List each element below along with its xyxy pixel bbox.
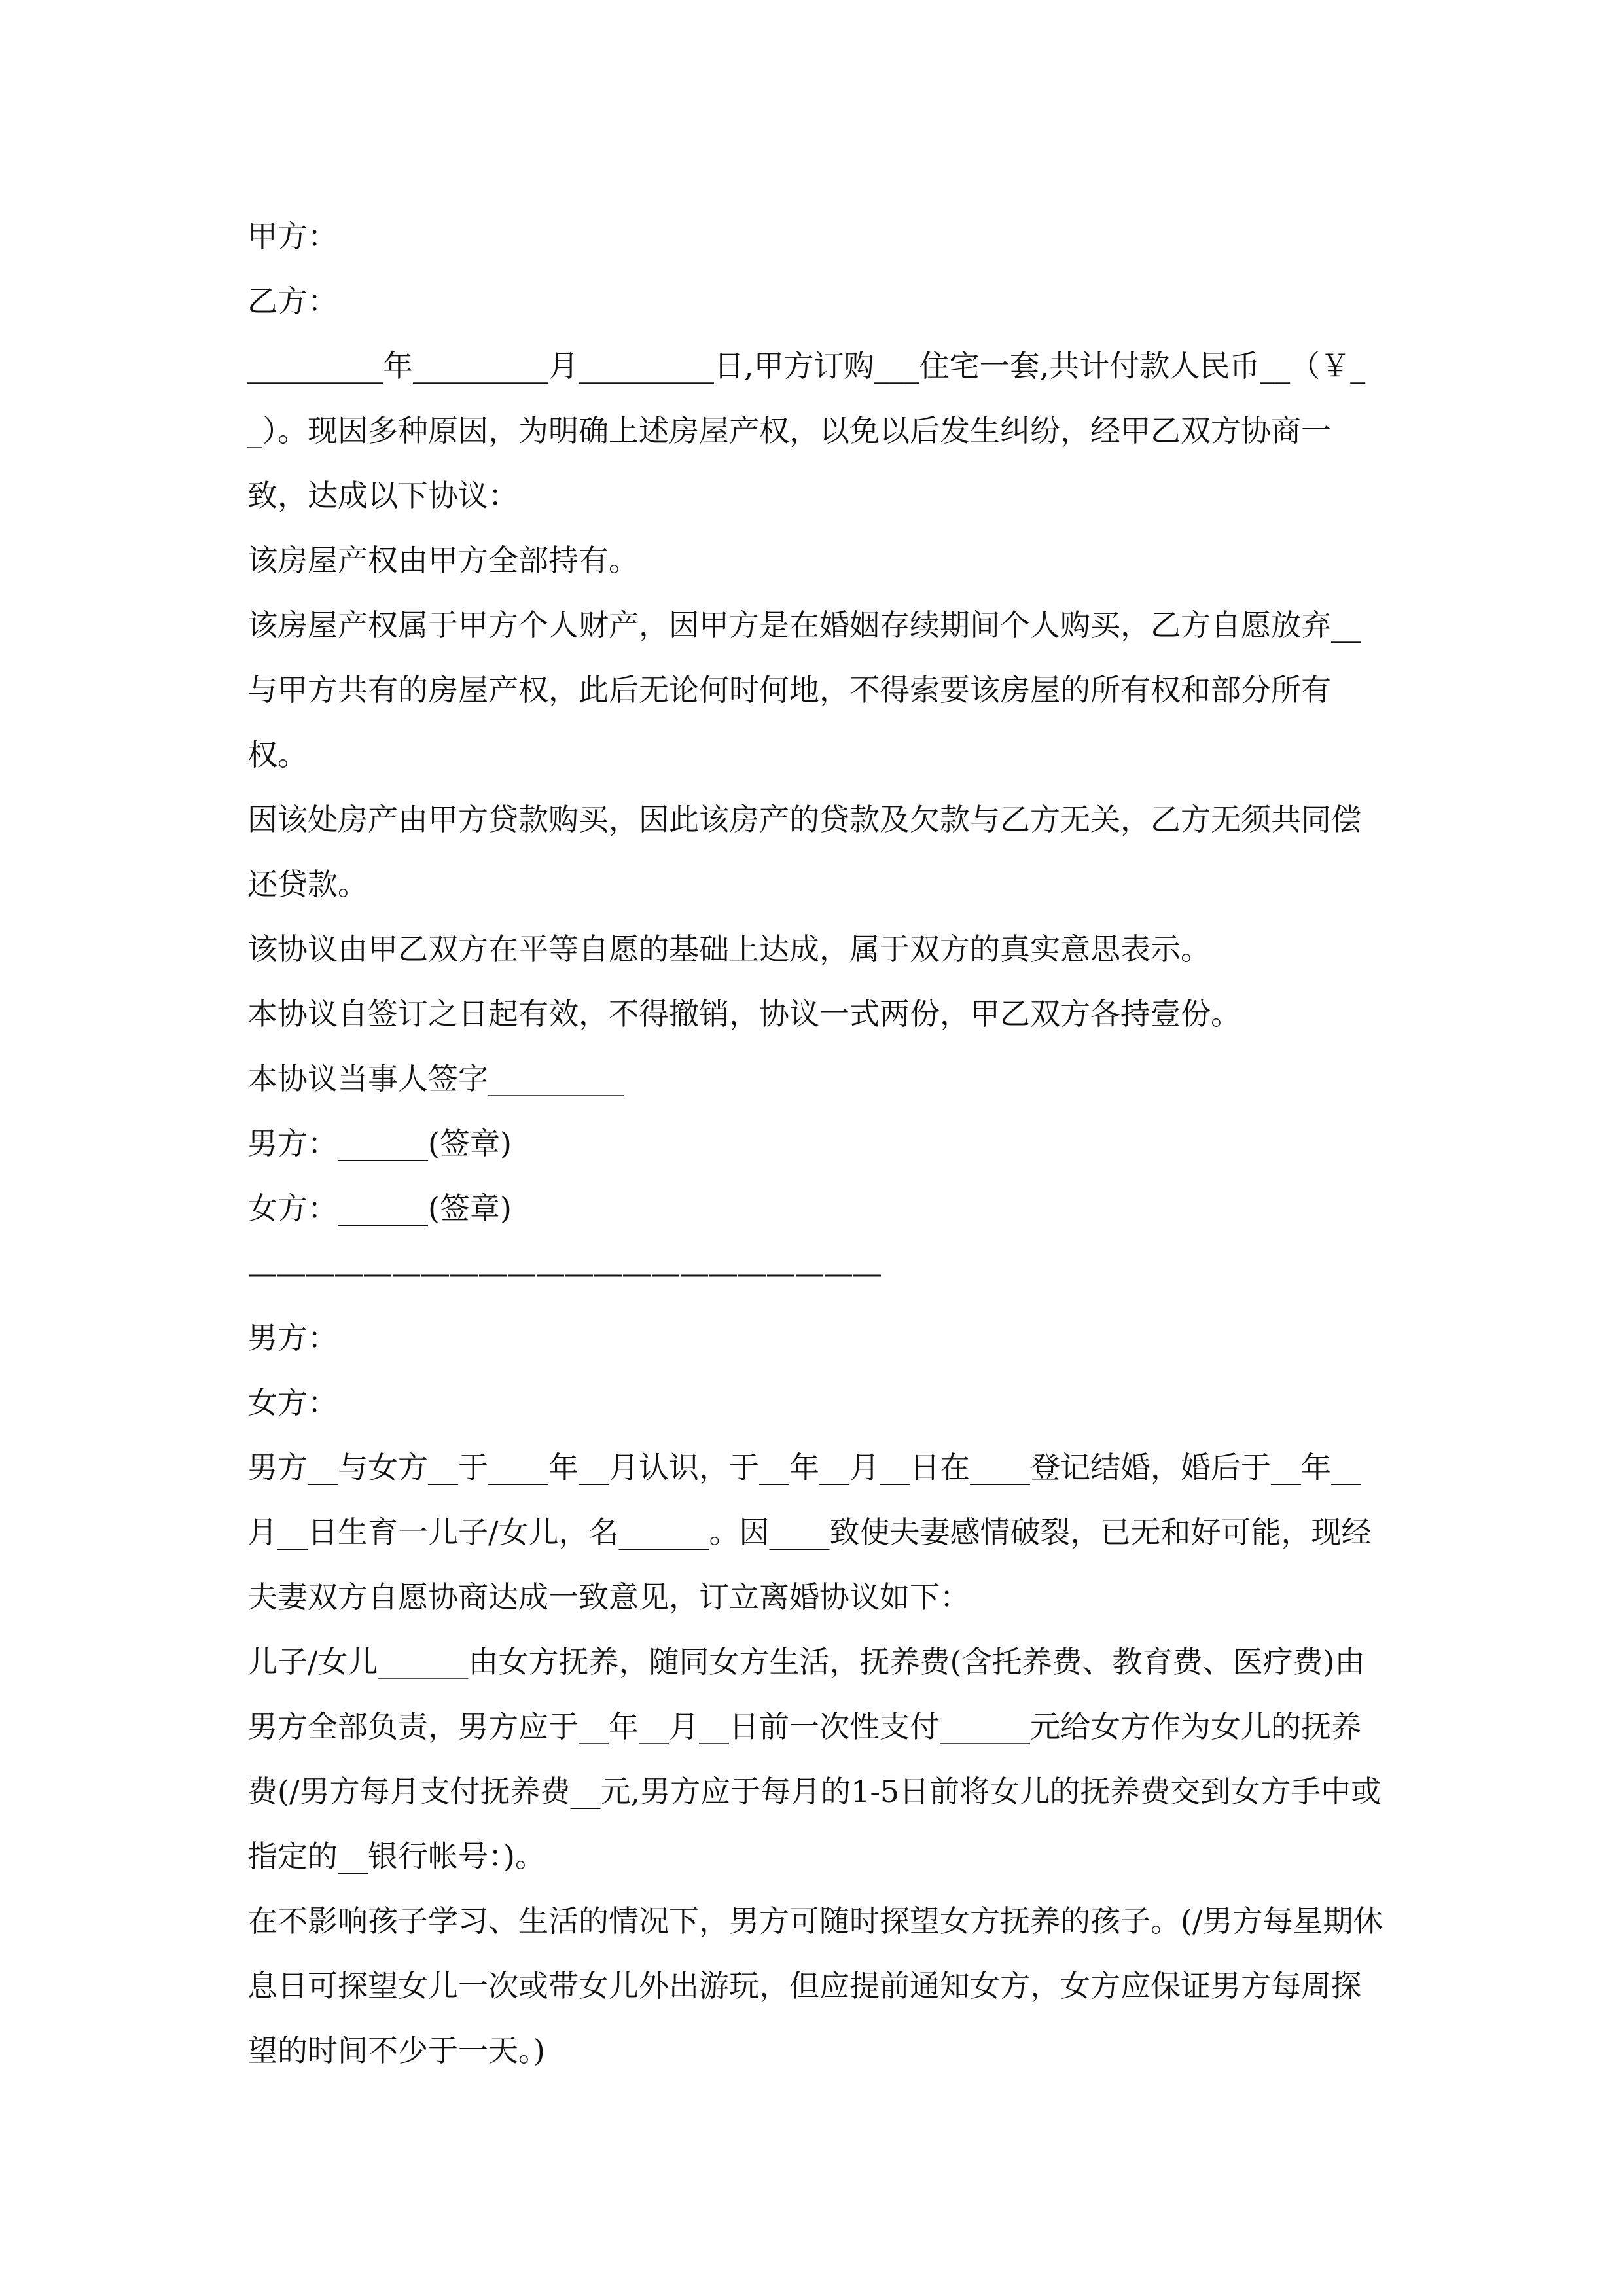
party-b-label: 乙方： (247, 283, 338, 319)
female-party-label: 女方： (247, 1385, 338, 1420)
document-body (247, 204, 1386, 2083)
property-clause-4: 该协议由甲乙双方在平等自愿的基础上达成，属于双方的真实意思表示。 (247, 931, 1211, 967)
divorce-clause-1: 儿子/女儿______由女方抚养，随同女方生活，抚养费(含托养费、教育费、医疗费)由男方全部负责，男方应于__年__月__日前一次性支付______元给女方作为女儿的抚养费(/男方每月支付抚养费__元,男方应于每月的1-5日前将女儿的抚养费交到女方手中或指定的__银行帐号：)。 (247, 1644, 1382, 1874)
property-clause-2: 该房屋产权属于甲方个人财产，因甲方是在婚姻存续期间个人购买，乙方自愿放弃__与甲方共有的房屋产权，此后无论何时何地，不得索要该房屋的所有权和部分所有权。 (247, 607, 1361, 772)
property-clause-3: 因该处房产由甲方贷款购买，因此该房产的贷款及欠款与乙方无关，乙方无须共同偿还贷款。 (247, 802, 1361, 902)
male-party-label: 男方： (247, 1320, 338, 1355)
male-signature-line: 男方：______(签章) (247, 1126, 512, 1161)
property-agreement-intro: _________年_________月_________日,甲方订购___住宅一套,共计付款人民币__（￥__）。现因多种原因，为明确上述房屋产权，以免以后发生纠纷，经甲乙双方协商一致，达成以下协议： (247, 348, 1366, 513)
property-clause-1: 该房屋产权由甲方全部持有。 (247, 543, 639, 578)
divorce-agreement-intro: 男方__与女方__于____年__月认识，于__年__月__日在____登记结婚，婚后于__年__月__日生育一儿子/女儿，名______。因____致使夫妻感情破裂，已无和好可能，现经夫妻双方自愿协商达成一致意见，订立离婚协议如下： (247, 1450, 1372, 1615)
parties-signature-line: 本协议当事人签字_________ (247, 1061, 624, 1096)
section-separator: —————————————————————— (247, 1255, 881, 1291)
female-signature-line: 女方：______(签章) (247, 1191, 512, 1226)
party-a-label: 甲方： (247, 219, 338, 254)
property-clause-5: 本协议自签订之日起有效，不得撤销，协议一式两份，甲乙双方各持壹份。 (247, 996, 1241, 1031)
divorce-clause-2: 在不影响孩子学习、生活的情况下，男方可随时探望女方抚养的孩子。(/男方每星期休息日可探望女儿一次或带女儿外出游玩，但应提前通知女方，女方应保证男方每周探望的时间不少于一天。) (247, 1903, 1383, 2068)
